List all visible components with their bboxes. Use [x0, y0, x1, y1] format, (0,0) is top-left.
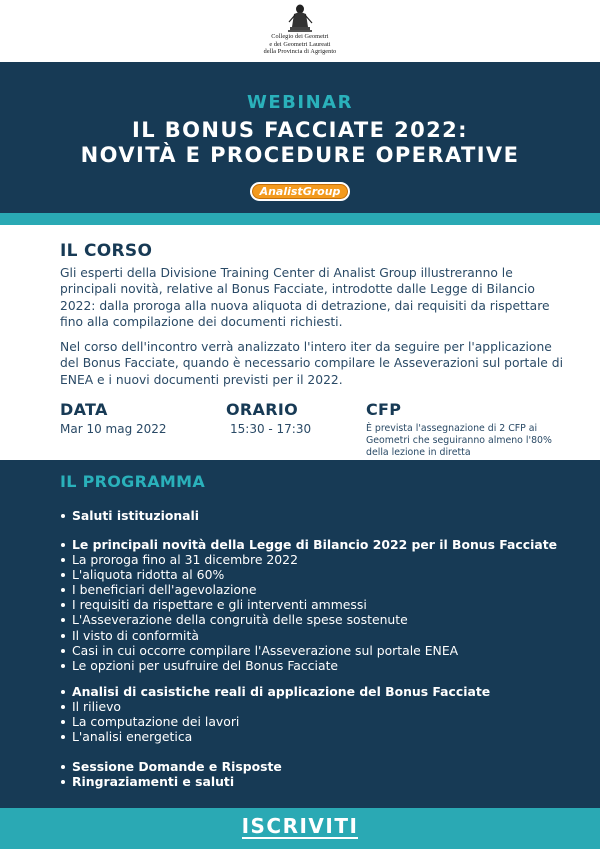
event-title-line-2: NOVITÀ E PROCEDURE OPERATIVE — [80, 143, 520, 167]
program-item: I beneficiari dell'agevolazione — [60, 582, 580, 597]
program-list-group-2 — [60, 537, 580, 673]
analist-group-logo — [250, 182, 350, 201]
program-item: Le opzioni per usufruire del Bonus Facciate — [60, 658, 580, 673]
time-label: ORARIO — [226, 400, 298, 419]
college-line-2: e dei Geometri Laureati — [269, 40, 331, 48]
program-heading: IL PROGRAMMA — [60, 472, 206, 491]
program-item: L'Asseverazione della congruità delle spese sostenute — [60, 612, 580, 627]
logo-text-part2: Group — [302, 185, 341, 198]
college-name — [0, 33, 600, 56]
footer-bar — [0, 808, 600, 849]
program-item: Analisi di casistiche reali di applicazione del Bonus Facciate — [60, 684, 580, 699]
header-logo-area — [0, 0, 600, 62]
program-item: Sessione Domande e Risposte — [60, 759, 580, 774]
time-value: 15:30 - 17:30 — [230, 422, 312, 436]
program-item: La computazione dei lavori — [60, 714, 580, 729]
course-paragraph-2: Nel corso dell'incontro verrà analizzato l'intero iter da seguire per l'applicazione del Bonus Facciate, quando è necessario compilare le Asseverazioni sul portale di ENEA e i nuovi documenti previsti per il 2022. — [60, 340, 564, 387]
date-label: DATA — [60, 400, 108, 419]
program-list-group-1 — [60, 508, 580, 523]
college-seal-icon — [283, 3, 317, 33]
course-paragraph-1: Gli esperti della Divisione Training Center di Analist Group illustreranno le principali novità, relative al Bonus Facciate, introdotte dalle Legge di Bilancio 2022: dalla proroga alla nuova aliquota di detrazione, dai requisiti da rispettare fino alla compilazione dei documenti richiesti. — [60, 266, 550, 330]
register-link[interactable]: ISCRIVITI — [241, 814, 359, 838]
program-item: Ringraziamenti e saluti — [60, 774, 580, 789]
program-list-group-4 — [60, 759, 580, 789]
cfp-label: CFP — [366, 400, 402, 419]
program-item: Il rilievo — [60, 699, 580, 714]
program-item: Casi in cui occorre compilare l'Asseverazione sul portale ENEA — [60, 643, 580, 658]
logo-text-part1: Analist — [259, 185, 303, 198]
program-item: Saluti istituzionali — [60, 508, 580, 523]
program-item: L'aliquota ridotta al 60% — [60, 567, 580, 582]
date-value: Mar 10 mag 2022 — [60, 422, 167, 436]
banner-accent-strip — [0, 213, 600, 225]
program-item: Le principali novità della Legge di Bilancio 2022 per il Bonus Facciate — [60, 537, 580, 552]
program-item: La proroga fino al 31 dicembre 2022 — [60, 552, 580, 567]
event-title-line-1: IL BONUS FACCIATE 2022: — [132, 118, 468, 142]
program-list-group-3 — [60, 684, 580, 744]
course-heading: IL CORSO — [60, 241, 153, 261]
program-item: L'analisi energetica — [60, 729, 580, 744]
cfp-description: È prevista l'assegnazione di 2 CFP ai Geometri che seguiranno almeno l'80% della lezione in diretta — [366, 423, 552, 458]
webinar-kicker: WEBINAR — [247, 92, 353, 113]
college-line-3: della Provincia di Agrigento — [263, 48, 337, 55]
program-item: I requisiti da rispettare e gli interventi ammessi — [60, 597, 580, 612]
college-line-1: Collegio dei Geometri — [271, 33, 329, 40]
program-item: Il visto di conformità — [60, 628, 580, 643]
